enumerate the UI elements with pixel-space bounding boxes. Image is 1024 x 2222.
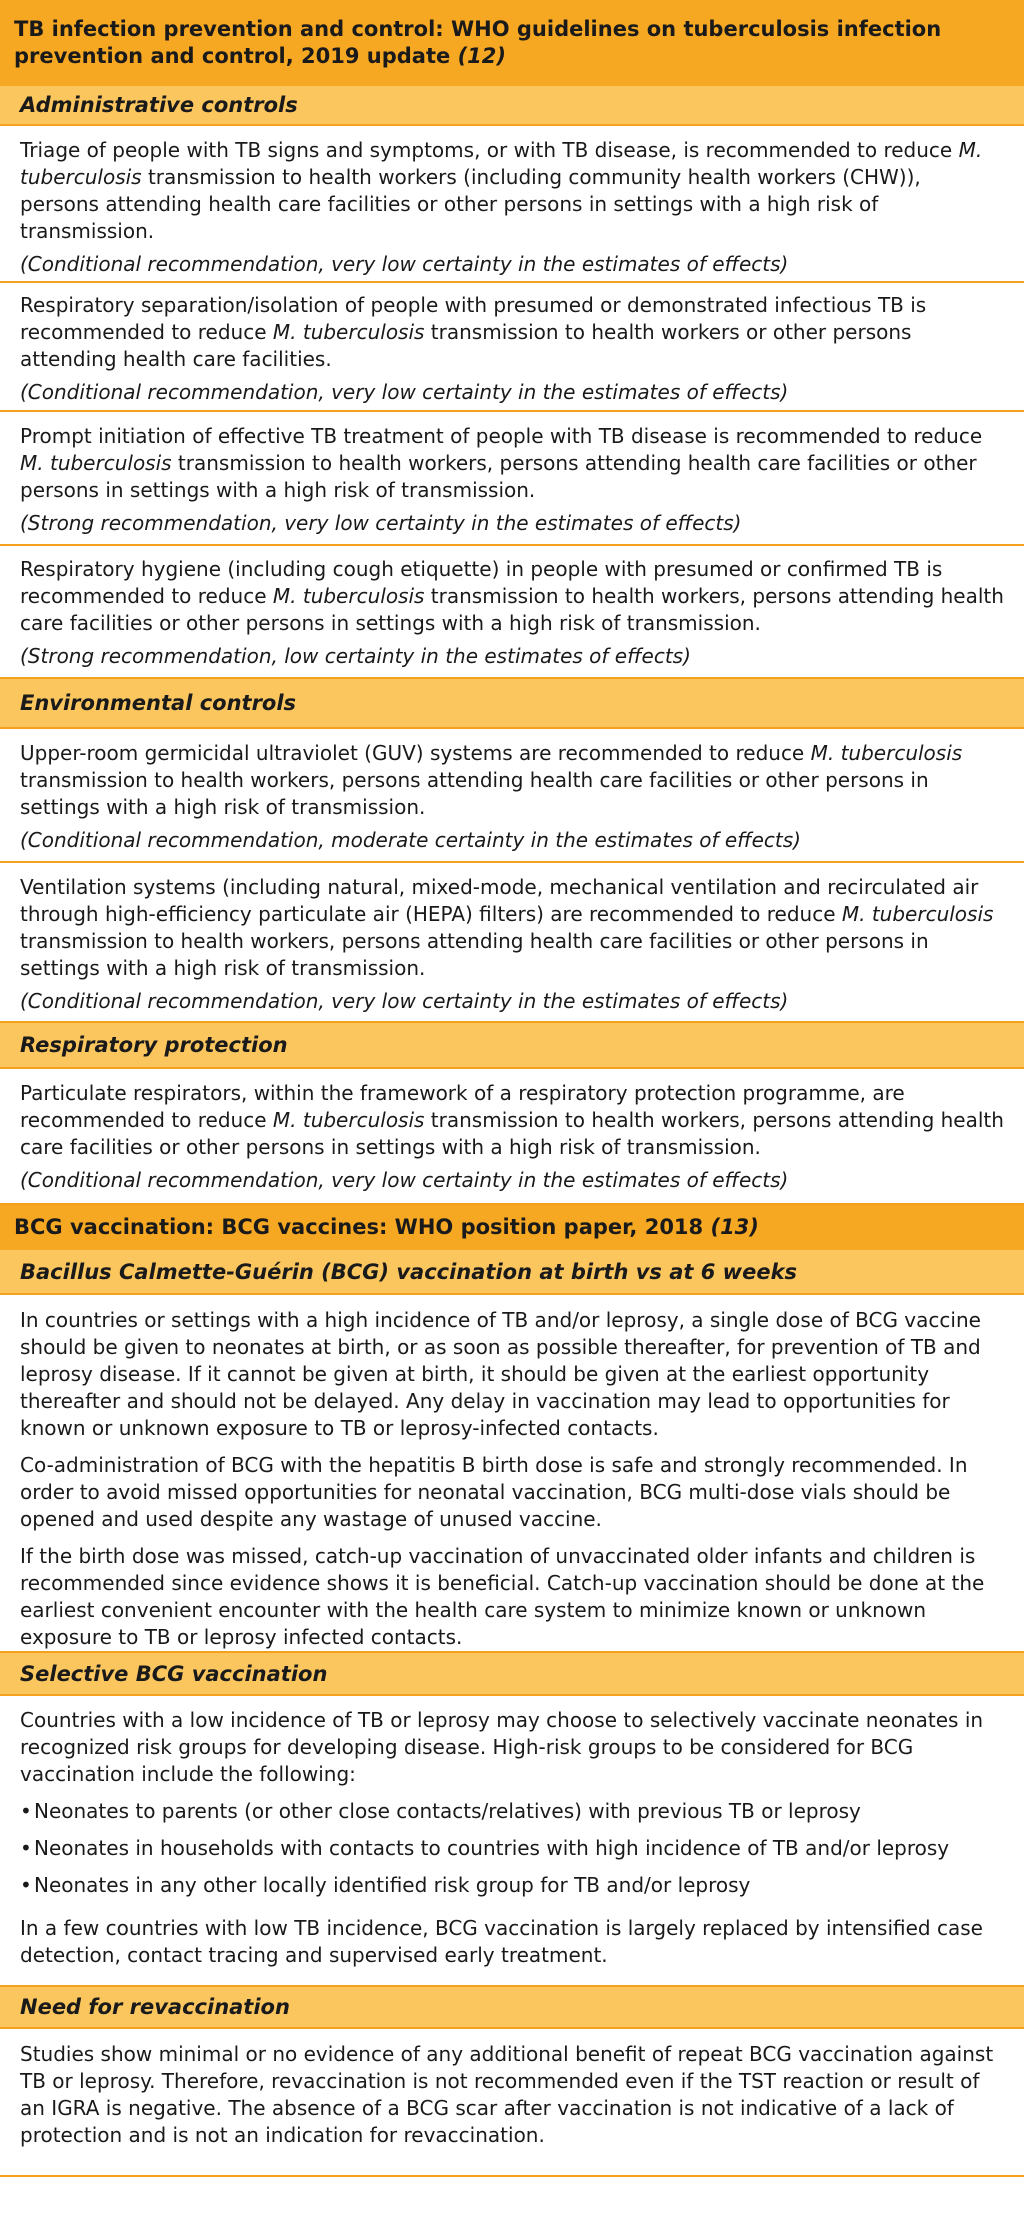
risk-group-item: • Neonates to parents (or other close contacts/relatives) with previous TB or leprosy bbox=[20, 1798, 1004, 1825]
ipc-section-header bbox=[0, 0, 1024, 86]
recommendation-strength: (Conditional recommendation, very low certainty in the estimates of effects) bbox=[20, 252, 789, 276]
bcg-section-header bbox=[0, 1205, 1024, 1250]
recommendation-text: Prompt initiation of effective TB treatment of people with TB disease is recommended to reduce M. tuberculosis transmission to health workers, persons attending health care facilities or other persons in settings with a high risk of transmission. bbox=[20, 424, 983, 502]
ipc-reference: (12) bbox=[457, 44, 506, 68]
recommendation-strength: (Strong recommendation, low certainty in the estimates of effects) bbox=[20, 644, 691, 668]
recommendation-text: Upper-room germicidal ultraviolet (GUV) systems are recommended to reduce M. tuberculosis transmission to health workers, persons attending health care facilities or other persons in settings with a high risk of transmission. bbox=[20, 741, 963, 819]
recommendation-text: Particulate respirators, within the framework of a respiratory protection programme, are recommended to reduce M. tuberculosis transmission to health workers, persons attending health care facilities or other persons in settings with a high risk of transmission. bbox=[20, 1081, 1004, 1159]
recommendation-strength: (Conditional recommendation, very low certainty in the estimates of effects) bbox=[20, 989, 789, 1013]
recommendation-strength: (Conditional recommendation, very low certainty in the estimates of effects) bbox=[20, 1168, 789, 1192]
selective-bcg-intro: Countries with a low incidence of TB or leprosy may choose to selectively vaccinate neonates in recognized risk groups for developing disease. High-risk groups to be considered for BCG vaccination include the following: bbox=[20, 1708, 984, 1786]
recommendation-text: Respiratory hygiene (including cough etiquette) in people with presumed or confirmed TB is recommended to reduce M. tuberculosis transmission to health workers, persons attending health care facilities or other persons in settings with a high risk of transmission. bbox=[20, 557, 1004, 635]
environmental-controls-heading: Environmental controls bbox=[0, 679, 1024, 729]
bcg-birth-body bbox=[0, 1295, 1024, 1653]
resp-recommendation-1 bbox=[0, 1069, 1024, 1205]
bcg-birth-heading: Bacillus Calmette-Guérin (BCG) vaccination at birth vs at 6 weeks bbox=[0, 1250, 1024, 1295]
admin-recommendation-2 bbox=[0, 283, 1024, 412]
admin-recommendation-4 bbox=[0, 546, 1024, 679]
bcg-section-title: BCG vaccination: BCG vaccines: WHO position paper, 2018 (13) bbox=[14, 1215, 759, 1239]
recommendation-text: Ventilation systems (including natural, mixed-mode, mechanical ventilation and recirculated air through high-efficiency particulate air (HEPA) filters) are recommended to reduce M. tuberculosis transmission to health workers, persons attending health care facilities or other persons in settings with a high risk of transmission. bbox=[20, 875, 994, 980]
risk-group-item: • Neonates in households with contacts to countries with high incidence of TB and/or leprosy bbox=[20, 1835, 1004, 1862]
env-recommendation-2 bbox=[0, 863, 1024, 1023]
risk-group-list bbox=[20, 1798, 1004, 1899]
respiratory-protection-heading: Respiratory protection bbox=[0, 1023, 1024, 1069]
revaccination-heading: Need for revaccination bbox=[0, 1987, 1024, 2029]
revaccination-text: Studies show minimal or no evidence of any additional benefit of repeat BCG vaccination against TB or leprosy. Therefore, revaccination is not recommended even if the TST reaction or result of an IGRA is negative. The absence of a BCG scar after vaccination is not indicative of a lack of protection and is not an indication for revaccination. bbox=[20, 2042, 994, 2147]
recommendation-strength: (Strong recommendation, very low certainty in the estimates of effects) bbox=[20, 511, 742, 535]
recommendation-strength: (Conditional recommendation, very low certainty in the estimates of effects) bbox=[20, 380, 789, 404]
selective-bcg-outro: In a few countries with low TB incidence, BCG vaccination is largely replaced by intensified case detection, contact tracing and supervised early treatment. bbox=[20, 1916, 983, 1967]
revaccination-body bbox=[0, 2029, 1024, 2177]
bcg-birth-paragraph-2: Co-administration of BCG with the hepatitis B birth dose is safe and strongly recommended. In order to avoid missed opportunities for neonatal vaccination, BCG multi-dose vials should be opened and used despite any wastage of unused vaccine. bbox=[20, 1453, 968, 1531]
risk-group-item: • Neonates in any other locally identified risk group for TB and/or leprosy bbox=[20, 1872, 1004, 1899]
ipc-section-title: TB infection prevention and control: WHO guidelines on tuberculosis infection prevention and control, 2019 update (12) bbox=[14, 17, 942, 68]
recommendation-text: Respiratory separation/isolation of people with presumed or demonstrated infectious TB is recommended to reduce M. tuberculosis transmission to health workers or other persons attending health care facilities. bbox=[20, 293, 927, 371]
env-recommendation-1 bbox=[0, 729, 1024, 863]
selective-bcg-heading: Selective BCG vaccination bbox=[0, 1653, 1024, 1696]
bcg-birth-paragraph-1: In countries or settings with a high incidence of TB and/or leprosy, a single dose of BCG vaccine should be given to neonates at birth, or as soon as possible thereafter, for prevention of TB and leprosy disease. If it cannot be given at birth, it should be given at the earliest opportunity thereafter and should not be delayed. Any delay in vaccination may lead to opportunities for known or unknown exposure to TB or leprosy-infected contacts. bbox=[20, 1308, 981, 1440]
admin-recommendation-1 bbox=[0, 126, 1024, 283]
bcg-birth-paragraph-3: If the birth dose was missed, catch-up vaccination of unvaccinated older infants and children is recommended since evidence shows it is beneficial. Catch-up vaccination should be done at the earliest convenient encounter with the health care system to minimize known or unknown exposure to TB or leprosy infected contacts. bbox=[20, 1544, 985, 1649]
bcg-reference: (13) bbox=[710, 1215, 759, 1239]
admin-controls-heading: Administrative controls bbox=[0, 86, 1024, 126]
selective-bcg-body bbox=[0, 1696, 1024, 1987]
recommendation-text: Triage of people with TB signs and symptoms, or with TB disease, is recommended to reduce M. tuberculosis transmission to health workers (including community health workers (CHW)), persons attending health care facilities or other persons in settings with a high risk of transmission. bbox=[20, 138, 983, 243]
admin-recommendation-3 bbox=[0, 412, 1024, 546]
recommendation-strength: (Conditional recommendation, moderate certainty in the estimates of effects) bbox=[20, 828, 801, 852]
